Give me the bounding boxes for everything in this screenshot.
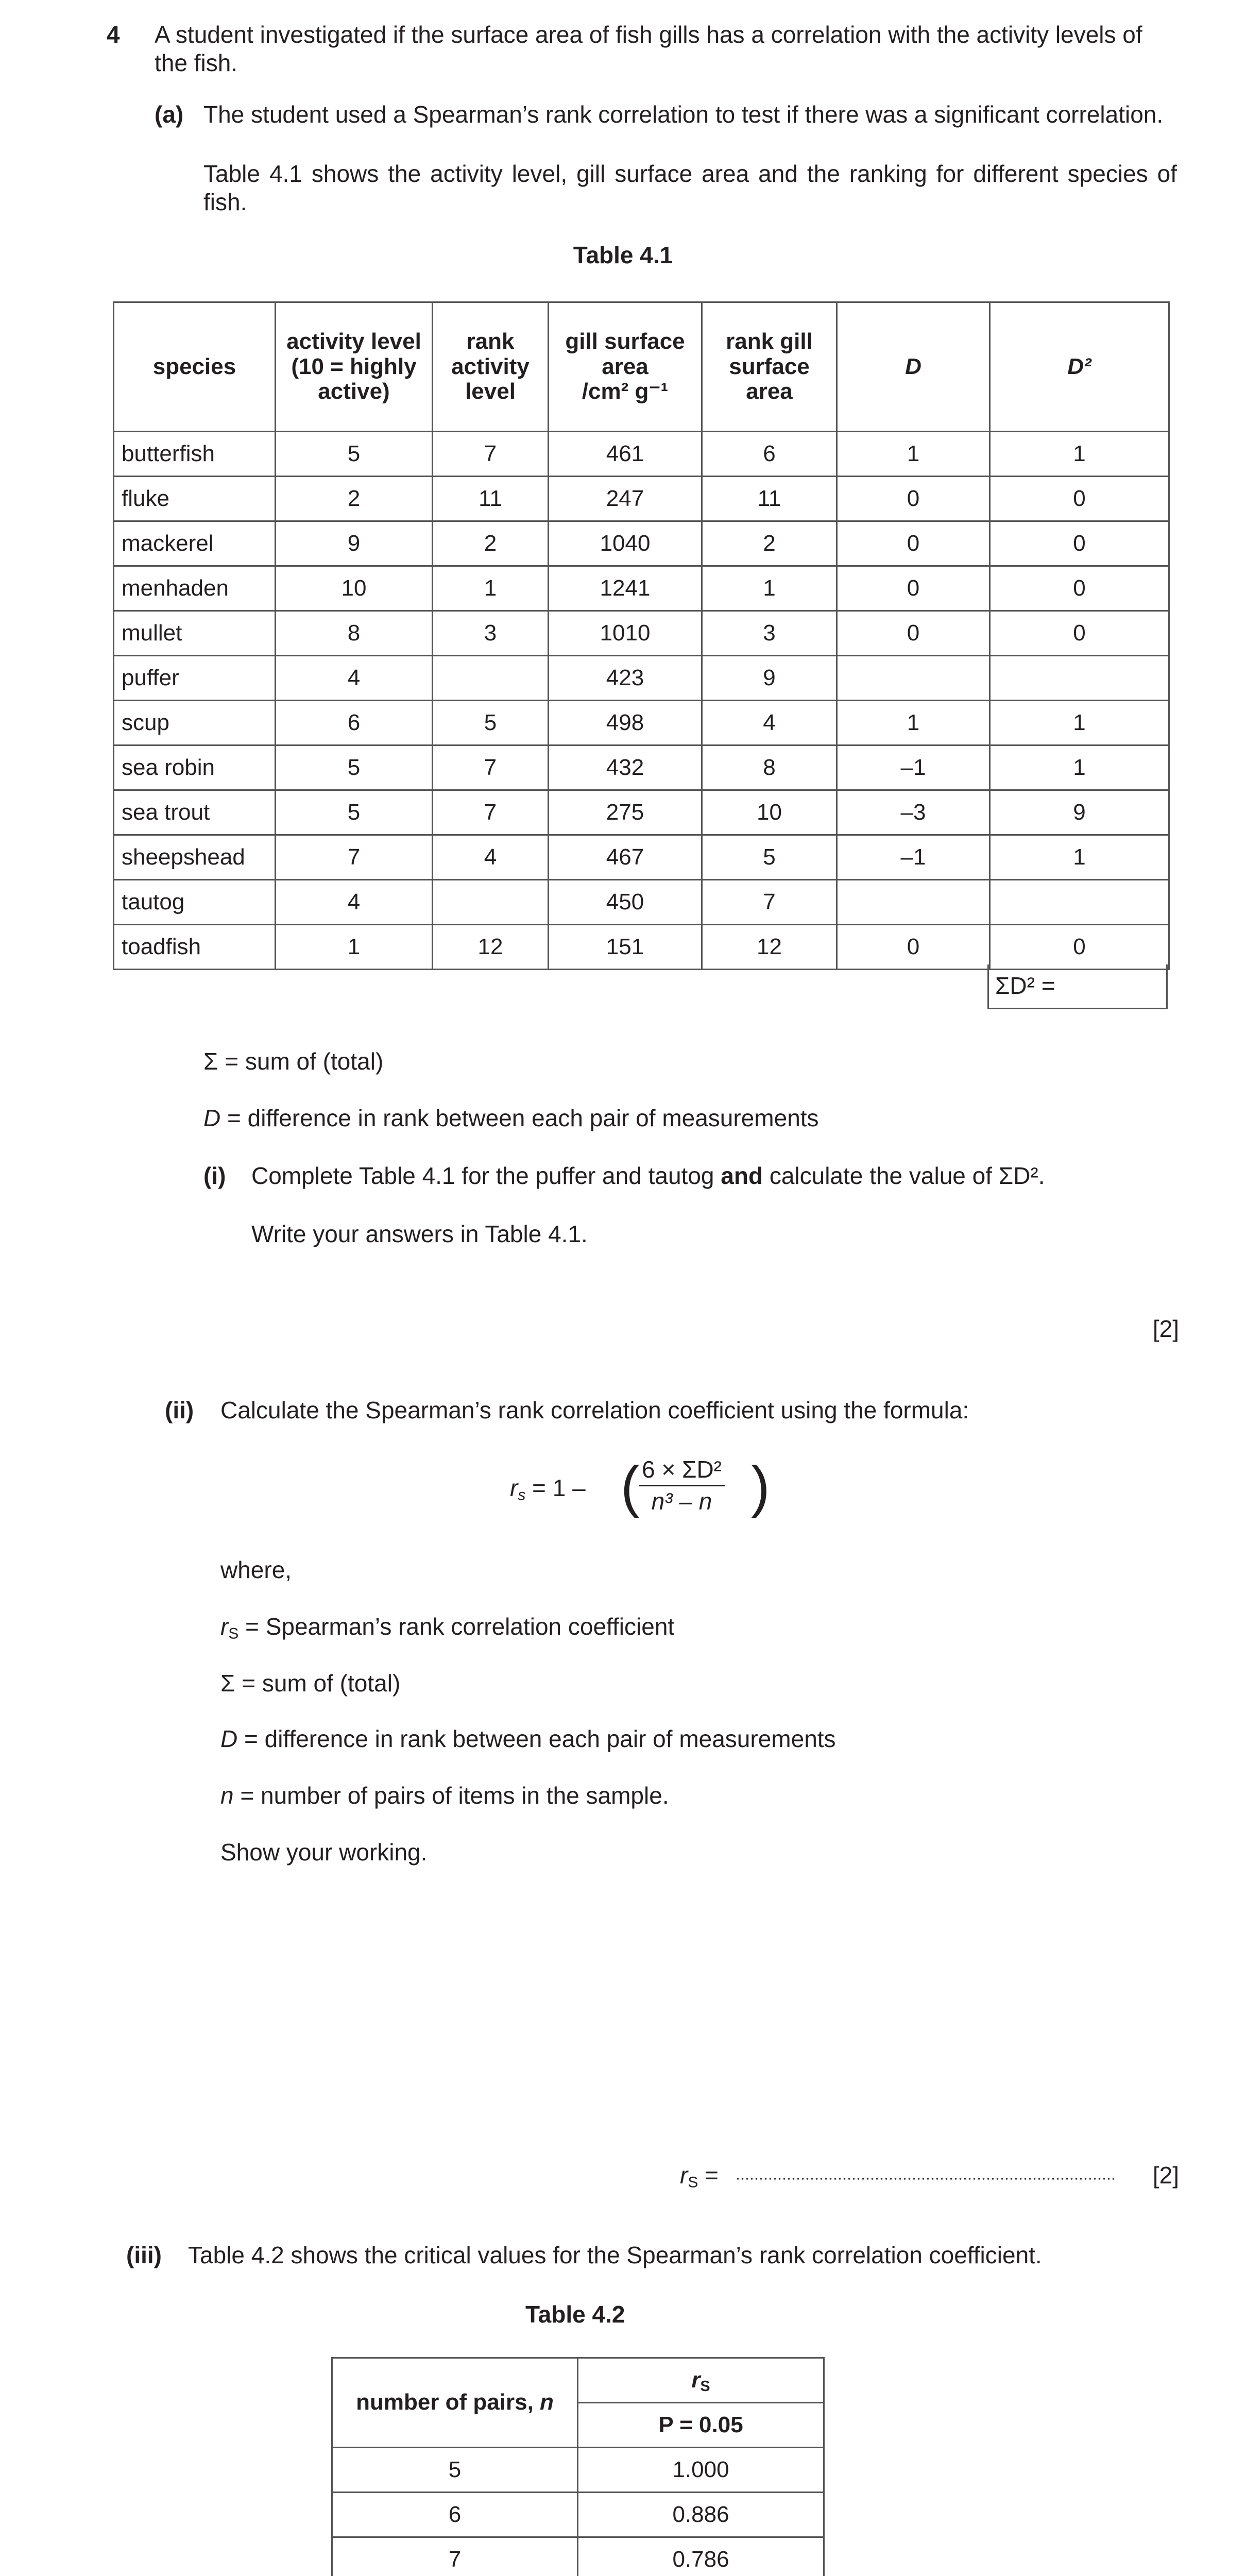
table-row <box>332 2448 824 2493</box>
cell-critical-value: 0.786 <box>578 2537 824 2576</box>
table-row <box>114 611 1169 656</box>
gill-area-units: /cm² g⁻¹ <box>582 379 669 404</box>
table-row <box>114 477 1169 521</box>
cell-rank-gill: 5 <box>702 835 837 880</box>
cell-critical-value: 0.886 <box>578 2493 824 2537</box>
def-n: n = number of pairs of items in the sample. <box>220 1782 669 1809</box>
cell-gill-area: 275 <box>549 790 702 835</box>
spearman-formula <box>510 1450 798 1533</box>
cell-rank-gill: 1 <box>702 566 837 611</box>
cell-d2: 1 <box>990 701 1169 745</box>
part-ii-text: Calculate the Spearman’s rank correlation coefficient using the formula: <box>220 1397 969 1423</box>
part-i-label: (i) <box>203 1162 226 1189</box>
cell-d: –3 <box>837 790 990 835</box>
part-iii-text: Table 4.2 shows the critical values for the Spearman’s rank correlation coefficient. <box>188 2242 1042 2268</box>
table-row <box>114 790 1169 835</box>
cell-rank-activity: 1 <box>433 566 549 611</box>
cell-rank-activity: 7 <box>433 790 549 835</box>
key-sigma: Σ = sum of (total) <box>203 1048 384 1075</box>
formula-fraction <box>639 1455 725 1516</box>
cell-activity: 8 <box>276 611 433 656</box>
cell-rank-gill: 10 <box>702 790 837 835</box>
part-a-text: The student used a Spearman’s rank correlation to test if there was a significant correlation. <box>203 101 1164 128</box>
part-ii-label: (ii) <box>165 1397 194 1423</box>
part-i-and: and <box>721 1162 763 1189</box>
col-header-d2: D² <box>990 302 1169 432</box>
cell-rank-activity: 5 <box>433 701 549 745</box>
cell-gill-area: 151 <box>549 925 702 970</box>
cell-pairs: 6 <box>332 2493 578 2537</box>
cell-gill-area: 467 <box>549 835 702 880</box>
sum-d2-cell <box>987 964 1168 1009</box>
sum-d2-label: ΣD² = <box>995 972 1055 999</box>
gill-area-label: gill surface area <box>565 329 685 379</box>
cell-activity: 4 <box>276 880 433 925</box>
cell-rank-activity: 11 <box>433 477 549 521</box>
cell-activity: 10 <box>276 566 433 611</box>
col-header-pairs: number of pairs, n <box>332 2358 578 2448</box>
where-label: where, <box>220 1556 292 1583</box>
part-i-text-before: Complete Table 4.1 for the puffer and tautog <box>251 1162 714 1189</box>
cell-d[interactable] <box>837 656 990 701</box>
part-i-text <box>251 1162 1179 1190</box>
cell-pairs: 5 <box>332 2448 578 2493</box>
cell-d: –1 <box>837 835 990 880</box>
formula-numerator: 6 × ΣD² <box>639 1455 725 1486</box>
formula-close-paren: ) <box>751 1455 770 1518</box>
col-header-rs: $r_S$ <box>578 2358 824 2403</box>
cell-rank-activity: 3 <box>433 611 549 656</box>
key-d <box>203 1104 819 1132</box>
cell-d2: 9 <box>990 790 1169 835</box>
col-header-species: species <box>114 302 276 432</box>
cell-species: mackerel <box>114 521 276 566</box>
cell-d: 0 <box>837 925 990 970</box>
cell-d: 0 <box>837 566 990 611</box>
cell-d: 1 <box>837 432 990 477</box>
table42-title: Table 4.2 <box>525 2301 625 2328</box>
table41-header-row <box>114 302 1169 432</box>
rs-answer-line[interactable] <box>736 2177 1114 2180</box>
formula-rs: $r_s = 1$ – <box>510 1475 586 1504</box>
cell-activity: 6 <box>276 701 433 745</box>
cell-pairs: 7 <box>332 2537 578 2576</box>
key-d-symbol: D <box>203 1105 221 1131</box>
col-header-gill-area <box>549 302 702 432</box>
cell-species: sea robin <box>114 745 276 790</box>
cell-species: tautog <box>114 880 276 925</box>
col-header-p: P = 0.05 <box>578 2403 824 2448</box>
table-row <box>114 521 1169 566</box>
cell-d2: 1 <box>990 835 1169 880</box>
cell-d2[interactable] <box>990 880 1169 925</box>
cell-species: fluke <box>114 477 276 521</box>
table-row <box>114 432 1169 477</box>
cell-gill-area: 461 <box>549 432 702 477</box>
part-i-text-after: calculate the value of ΣD². <box>769 1162 1045 1189</box>
cell-gill-area: 1241 <box>549 566 702 611</box>
col-header-d: D <box>837 302 990 432</box>
cell-gill-area: 423 <box>549 656 702 701</box>
table-row <box>114 656 1169 701</box>
table-4-1 <box>113 301 1170 970</box>
cell-d2: 0 <box>990 477 1169 521</box>
cell-gill-area: 1040 <box>549 521 702 566</box>
table-row <box>114 925 1169 970</box>
cell-rank-gill: 6 <box>702 432 837 477</box>
cell-rank-activity[interactable] <box>433 656 549 701</box>
def-rs: $r_S$ = Spearman’s rank correlation coefficient <box>220 1613 675 1642</box>
cell-rank-activity: 2 <box>433 521 549 566</box>
cell-gill-area: 432 <box>549 745 702 790</box>
def-rs-text: = Spearman’s rank correlation coefficient <box>245 1613 675 1640</box>
cell-gill-area: 1010 <box>549 611 702 656</box>
cell-gill-area: 450 <box>549 880 702 925</box>
cell-activity: 5 <box>276 432 433 477</box>
def-d-text: = difference in rank between each pair of measurements <box>244 1725 836 1752</box>
question-number: 4 <box>107 21 120 48</box>
cell-rank-gill: 11 <box>702 477 837 521</box>
table42-header-row <box>332 2358 824 2403</box>
cell-activity: 5 <box>276 745 433 790</box>
rs-answer-label: $r_S$ = <box>680 2162 719 2191</box>
part-iii-label: (iii) <box>126 2242 162 2268</box>
cell-species: puffer <box>114 656 276 701</box>
table41-title: Table 4.1 <box>573 242 673 268</box>
part-ii-marks: [2] <box>1152 2162 1179 2189</box>
part-i-write: Write your answers in Table 4.1. <box>251 1221 588 1247</box>
cell-species: scup <box>114 701 276 745</box>
table-4-2 <box>331 2357 825 2576</box>
table-row <box>114 880 1169 925</box>
cell-rank-gill: 9 <box>702 656 837 701</box>
table-row <box>114 566 1169 611</box>
cell-species: sheepshead <box>114 835 276 880</box>
cell-activity: 5 <box>276 790 433 835</box>
cell-d2: 0 <box>990 925 1169 970</box>
table-row <box>332 2537 824 2576</box>
table-row <box>114 701 1169 745</box>
cell-d2: 0 <box>990 566 1169 611</box>
def-n-text: = number of pairs of items in the sample. <box>240 1782 669 1809</box>
cell-d2[interactable] <box>990 656 1169 701</box>
cell-species: butterfish <box>114 432 276 477</box>
col-header-rank-gill: rank gill surface area <box>702 302 837 432</box>
table-row <box>114 835 1169 880</box>
cell-species: mullet <box>114 611 276 656</box>
cell-species: menhaden <box>114 566 276 611</box>
part-a-label: (a) <box>155 101 184 128</box>
cell-d[interactable] <box>837 880 990 925</box>
key-d-text: = difference in rank between each pair of measurements <box>227 1105 819 1131</box>
cell-rank-activity: 7 <box>433 432 549 477</box>
cell-rank-gill: 3 <box>702 611 837 656</box>
def-d: D = difference in rank between each pair of measurements <box>220 1725 836 1752</box>
table-row <box>332 2493 824 2537</box>
cell-rank-activity: 7 <box>433 745 549 790</box>
col-header-activity: activity level (10 = highly active) <box>276 302 433 432</box>
cell-d2: 1 <box>990 745 1169 790</box>
cell-d2: 1 <box>990 432 1169 477</box>
cell-species: sea trout <box>114 790 276 835</box>
table-row <box>114 745 1169 790</box>
cell-activity: 2 <box>276 477 433 521</box>
cell-gill-area: 498 <box>549 701 702 745</box>
def-sigma: Σ = sum of (total) <box>220 1670 401 1697</box>
cell-rank-gill: 8 <box>702 745 837 790</box>
show-working: Show your working. <box>220 1839 428 1866</box>
cell-rank-activity: 12 <box>433 925 549 970</box>
cell-d: –1 <box>837 745 990 790</box>
cell-species: toadfish <box>114 925 276 970</box>
cell-critical-value: 1.000 <box>578 2448 824 2493</box>
cell-d2: 0 <box>990 521 1169 566</box>
cell-rank-activity[interactable] <box>433 880 549 925</box>
cell-d: 0 <box>837 611 990 656</box>
cell-d: 0 <box>837 477 990 521</box>
cell-activity: 4 <box>276 656 433 701</box>
cell-rank-activity: 4 <box>433 835 549 880</box>
formula-denominator: n³ – n <box>651 1488 712 1515</box>
cell-rank-gill: 2 <box>702 521 837 566</box>
cell-rank-gill: 12 <box>702 925 837 970</box>
cell-d2: 0 <box>990 611 1169 656</box>
cell-activity: 1 <box>276 925 433 970</box>
formula-open-paren: ( <box>621 1455 640 1518</box>
cell-d: 0 <box>837 521 990 566</box>
cell-activity: 7 <box>276 835 433 880</box>
cell-activity: 9 <box>276 521 433 566</box>
part-i-marks: [2] <box>1152 1315 1179 1342</box>
cell-d: 1 <box>837 701 990 745</box>
cell-gill-area: 247 <box>549 477 702 521</box>
cell-rank-gill: 7 <box>702 880 837 925</box>
cell-rank-gill: 4 <box>702 701 837 745</box>
col-header-rank-activity: rank activity level <box>433 302 549 432</box>
table41-intro: Table 4.1 shows the activity level, gill surface area and the ranking for different species of fish. <box>203 160 1177 216</box>
question-intro: A student investigated if the surface area of fish gills has a correlation with the activity levels of the fish. <box>155 21 1142 77</box>
